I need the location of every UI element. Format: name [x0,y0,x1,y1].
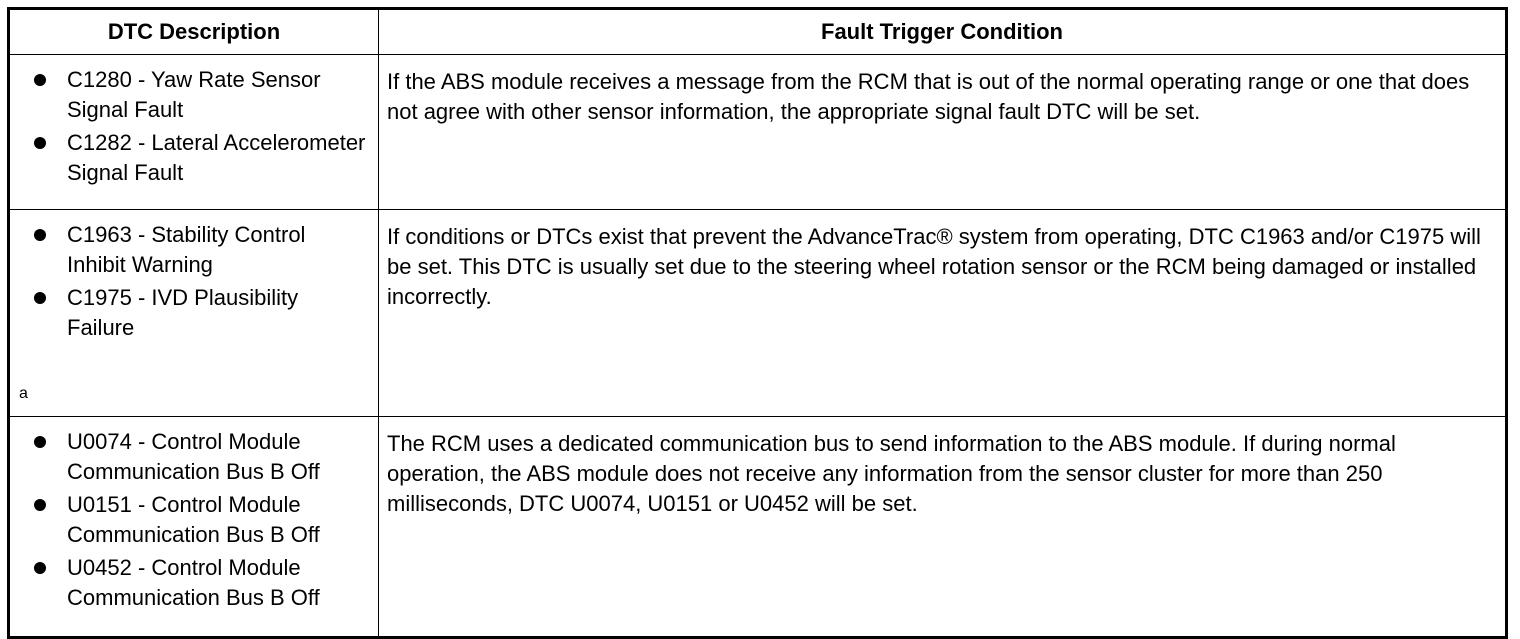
bullet-icon [34,229,46,241]
dtc-text: C1975 - IVD Plausibility Failure [67,285,299,340]
dtc-list-item [34,490,370,550]
dtc-description-cell [9,55,379,210]
bullet-icon [34,74,46,86]
fault-condition-cell: If the ABS module receives a message from the RCM that is out of the normal operating range or one that does not agree with other sensor information, the appropriate signal fault DTC will be set. [379,55,1507,210]
bullet-icon [34,292,46,304]
table-row [9,55,1507,210]
bullet-icon [34,436,46,448]
dtc-text: C1282 - Lateral Accelerometer Signal Fault [67,130,366,185]
dtc-list-item [34,65,370,125]
fault-condition-cell: If conditions or DTCs exist that prevent the AdvanceTrac® system from operating, DTC C1963 and/or C1975 will be set. This DTC is usually set due to the steering wheel rotation sensor or the RCM being damaged or installed incorrectly. [379,210,1507,417]
table-header-row [9,9,1507,55]
dtc-text: U0151 - Control Module Communication Bus B Off [67,492,320,547]
dtc-list [34,65,370,188]
table-row [9,417,1507,638]
dtc-text: U0452 - Control Module Communication Bus B Off [67,555,320,610]
bullet-icon [34,499,46,511]
header-fault-trigger-condition: Fault Trigger Condition [379,9,1507,55]
dtc-description-cell [9,417,379,638]
dtc-list-item [34,553,370,613]
table-row [9,210,1507,417]
dtc-list [34,427,370,613]
dtc-text: U0074 - Control Module Communication Bus B Off [67,429,320,484]
dtc-table [7,7,1508,639]
fault-condition-cell: The RCM uses a dedicated communication bus to send information to the ABS module. If during normal operation, the ABS module does not receive any information from the sensor cluster for more than 250 milliseconds, DTC U0074, U0151 or U0452 will be set. [379,417,1507,638]
bullet-icon [34,562,46,574]
dtc-list-item [34,283,370,343]
bullet-icon [34,137,46,149]
dtc-list [34,220,370,343]
dtc-description-cell [9,210,379,417]
dtc-list-item [34,427,370,487]
dtc-text: C1963 - Stability Control Inhibit Warning [67,222,306,277]
dtc-list-item [34,128,370,188]
dtc-list-item [34,220,370,280]
footnote-marker: a [19,385,28,402]
dtc-text: C1280 - Yaw Rate Sensor Signal Fault [67,67,321,122]
header-dtc-description: DTC Description [9,9,379,55]
